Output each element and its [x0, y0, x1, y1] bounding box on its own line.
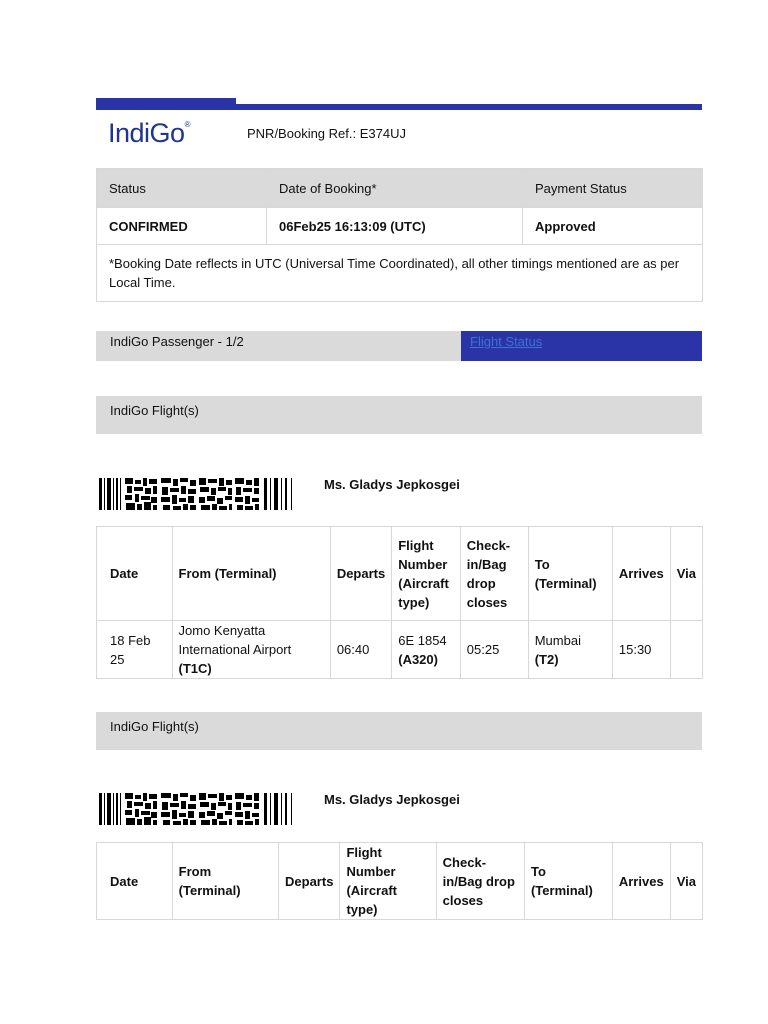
flights-band-label: IndiGo Flight(s)	[110, 403, 199, 418]
cell-flight-number: 6E 1854 (A320)	[392, 621, 461, 679]
flight-row	[97, 621, 703, 679]
col-arrives: Arrives	[612, 527, 670, 621]
col-via: Via	[670, 527, 702, 621]
payment-status-header: Payment Status	[523, 169, 703, 208]
passenger-name-2: Ms. Gladys Jepkosgei	[324, 792, 460, 807]
boarding-barcode-2	[99, 793, 296, 825]
flights-band-2	[96, 712, 702, 750]
col-from: From (Terminal)	[172, 843, 278, 920]
col-arrives: Arrives	[612, 843, 670, 920]
booking-status-table	[96, 168, 703, 302]
col-to: To (Terminal)	[524, 843, 612, 920]
col-to: To (Terminal)	[528, 527, 612, 621]
booking-date-note: *Booking Date reflects in UTC (Universal Time Coordinated), all other timings mentioned are as per Local Time.	[97, 245, 703, 302]
date-of-booking-header: Date of Booking*	[267, 169, 523, 208]
col-date: Date	[97, 527, 173, 621]
col-departs: Departs	[279, 843, 340, 920]
col-via: Via	[670, 843, 702, 920]
header-rule	[96, 104, 702, 110]
payment-status-value: Approved	[523, 208, 703, 245]
flights-band-1	[96, 396, 702, 434]
cell-date: 18 Feb 25	[97, 621, 173, 679]
pnr-booking-ref: PNR/Booking Ref.: E374UJ	[247, 126, 406, 141]
indigo-logo: IndiGo®	[108, 118, 190, 148]
cell-via	[670, 621, 702, 679]
passenger-count-label: IndiGo Passenger - 1/2	[110, 334, 244, 349]
cell-departs: 06:40	[330, 621, 391, 679]
cell-arrives: 15:30	[612, 621, 670, 679]
col-checkin: Check-in/Bag drop closes	[460, 527, 528, 621]
status-value: CONFIRMED	[97, 208, 267, 245]
col-from: From (Terminal)	[172, 527, 330, 621]
flight-status-link[interactable]: Flight Status	[470, 334, 543, 349]
col-flight-number: Flight Number (Aircraft type)	[392, 527, 461, 621]
header-rule-accent	[96, 98, 236, 104]
cell-from: Jomo Kenyatta International Airport (T1C)	[172, 621, 330, 679]
col-flight-number: Flight Number (Aircraft type)	[340, 843, 436, 920]
col-checkin: Check-in/Bag drop closes	[436, 843, 524, 920]
passenger-name-1: Ms. Gladys Jepkosgei	[324, 477, 460, 492]
status-header: Status	[97, 169, 267, 208]
date-of-booking-value: 06Feb25 16:13:09 (UTC)	[267, 208, 523, 245]
boarding-barcode-1	[99, 478, 296, 510]
flight-table-1	[96, 526, 703, 679]
col-departs: Departs	[330, 527, 391, 621]
cell-checkin: 05:25	[460, 621, 528, 679]
flights-band-label: IndiGo Flight(s)	[110, 719, 199, 734]
cell-to: Mumbai (T2)	[528, 621, 612, 679]
col-date: Date	[97, 843, 173, 920]
flight-table-2	[96, 842, 703, 920]
flight-status-panel	[461, 331, 702, 361]
